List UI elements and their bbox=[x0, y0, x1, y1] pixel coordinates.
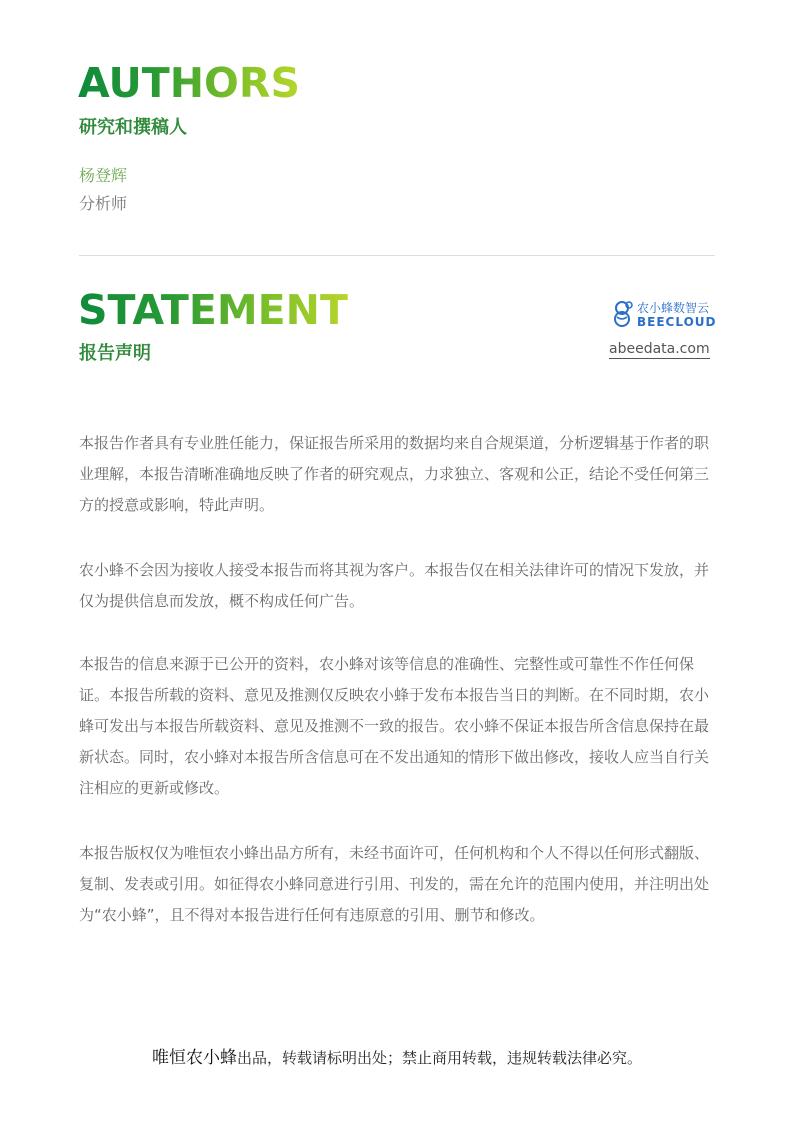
authors-subheading: 研究和撰稿人 bbox=[79, 117, 187, 138]
author-title: 分析师 bbox=[79, 194, 128, 213]
section-divider bbox=[79, 255, 715, 256]
logo-cn-text: 农小蜂数智云 bbox=[637, 301, 710, 315]
logo-en-text: BEECLOUD bbox=[637, 315, 717, 329]
beecloud-logo bbox=[609, 297, 719, 333]
footer-text: 出品，转载请标明出处；禁止商用转载，违规转载法律必究。 bbox=[236, 1049, 642, 1067]
statement-paragraph-3: 本报告的信息来源于已公开的资料，农小蜂对该等信息的准确性、完整性或可靠性不作任何保证。本报告所载的资料、意见及推测仅反映农小蜂于发布本报告当日的判断。在不同时期，农小蜂可发出与本报告所载资料、意见及推测不一致的报告。农小蜂不保证本报告所含信息保持在最新状态。同时，农小蜂对本报告所含信息可在不发出通知的情形下做出修改，接收人应当自行关注相应的更新或修改。 bbox=[79, 655, 710, 797]
website-link[interactable]: abeedata.com bbox=[609, 341, 710, 357]
statement-paragraph-2: 农小蜂不会因为接收人接受本报告而将其视为客户。本报告仅在相关法律许可的情况下发放，并仅为提供信息而发放，概不构成任何广告。 bbox=[79, 561, 710, 610]
statement-heading: STATEMENT bbox=[78, 286, 348, 334]
footer-brand: 唯恒农小蜂 bbox=[151, 1048, 237, 1068]
statement-paragraph-1: 本报告作者具有专业胜任能力，保证报告所采用的数据均来自合规渠道，分析逻辑基于作者的职业理解，本报告清晰准确地反映了作者的研究观点，力求独立、客观和公正，结论不受任何第三方的授意或影响，特此声明。 bbox=[79, 434, 710, 514]
bee-logo-icon bbox=[609, 299, 635, 329]
author-name: 杨登辉 bbox=[79, 166, 128, 185]
statement-paragraph-4: 本报告版权仅为唯恒农小蜂出品方所有，未经书面许可，任何机构和个人不得以任何形式翻版、复制、发表或引用。如征得农小蜂同意进行引用、刊发的，需在允许的范围内使用，并注明出处为“农小蜂”，且不得对本报告进行任何有违原意的引用、删节和修改。 bbox=[79, 844, 710, 924]
authors-heading: AUTHORS bbox=[78, 59, 300, 107]
footer-note bbox=[0, 1043, 794, 1068]
statement-subheading: 报告声明 bbox=[79, 343, 151, 364]
